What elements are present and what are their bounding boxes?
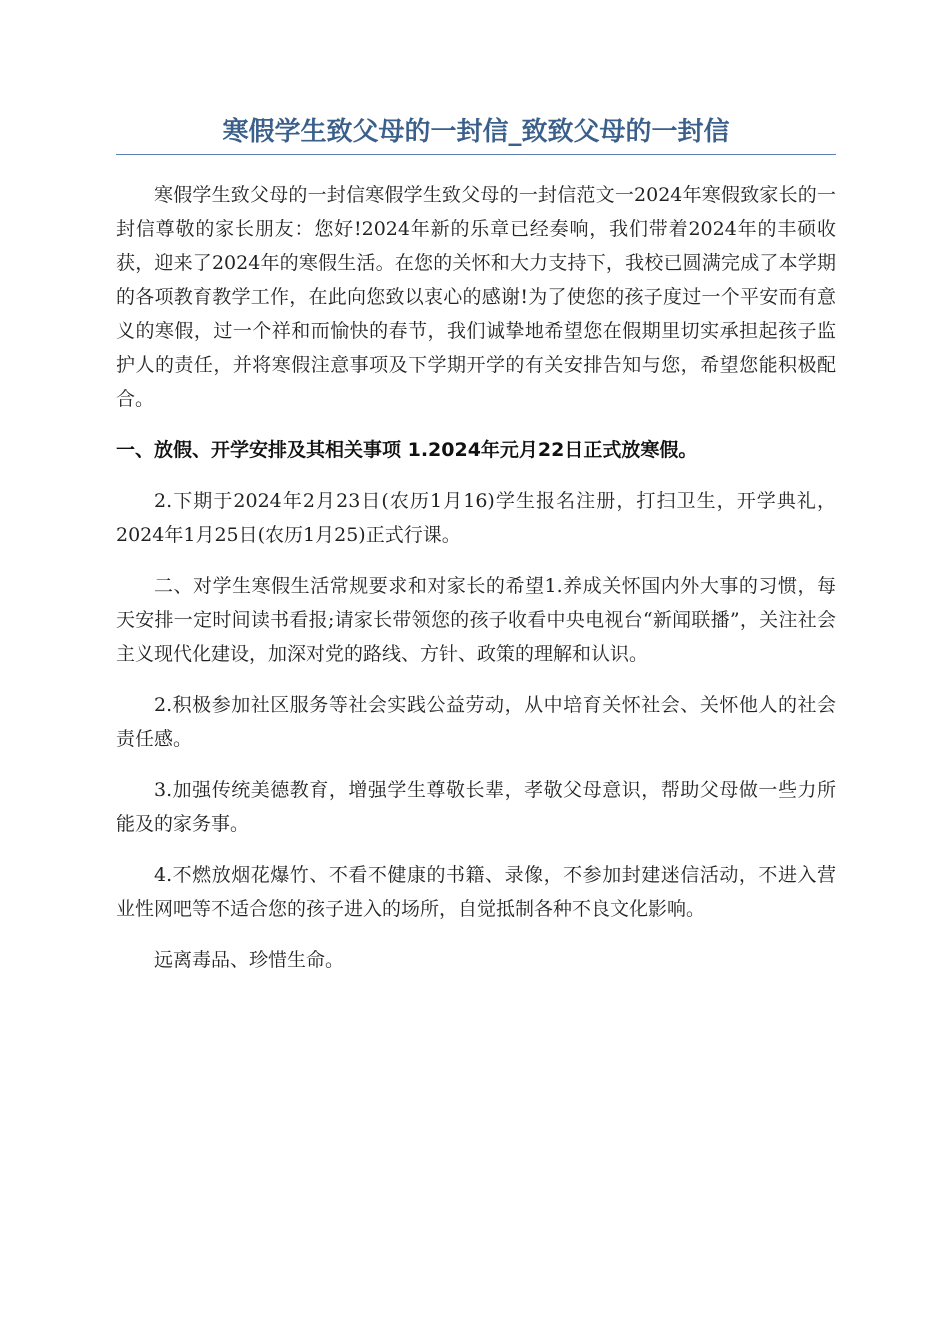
paragraph-3: 二、对学生寒假生活常规要求和对家长的希望1.养成关怀国内外大事的习惯，每天安排一定时间读书看报;请家长带领您的孩子收看中央电视台“新闻联播”，关注社会主义现代化建设，加深对党的路线、方针、政策的理解和认识。 — [116, 575, 836, 665]
document-page — [116, 112, 836, 977]
paragraph-4: 2.积极参加社区服务等社会实践公益劳动，从中培育关怀社会、关怀他人的社会责任感。 — [116, 694, 836, 750]
intro-paragraph: 寒假学生致父母的一封信寒假学生致父母的一封信范文一2024年寒假致家长的一封信尊敬的家长朋友：您好!2024年新的乐章已经奏响，我们带着2024年的丰硕收获，迎来了2024年的寒假生活。在您的关怀和大力支持下，我校已圆满完成了本学期的各项教育教学工作，在此向您致以衷心的感谢!为了使您的孩子度过一个平安而有意义的寒假，过一个祥和而愉快的春节，我们诚挚地希望您在假期里切实承担起孩子监护人的责任，并将寒假注意事项及下学期开学的有关安排告知与您，希望您能积极配合。 — [116, 184, 836, 410]
document-title: 寒假学生致父母的一封信_致致父母的一封信 — [116, 112, 836, 155]
paragraph-7: 远离毒品、珍惜生命。 — [154, 949, 345, 971]
paragraph-6: 4.不燃放烟花爆竹、不看不健康的书籍、录像，不参加封建迷信活动，不进入营业性网吧等不适合您的孩子进入的场所，自觉抵制各种不良文化影响。 — [116, 864, 836, 920]
paragraph-5: 3.加强传统美德教育，增强学生尊敬长辈，孝敬父母意识，帮助父母做一些力所能及的家务事。 — [116, 779, 836, 835]
paragraph-2: 2.下期于2024年2月23日(农历1月16)学生报名注册，打扫卫生，开学典礼，2024年1月25日(农历1月25)正式行课。 — [116, 490, 836, 546]
section-heading-1: 一、放假、开学安排及其相关事项 1.2024年元月22日正式放寒假。 — [116, 439, 698, 461]
